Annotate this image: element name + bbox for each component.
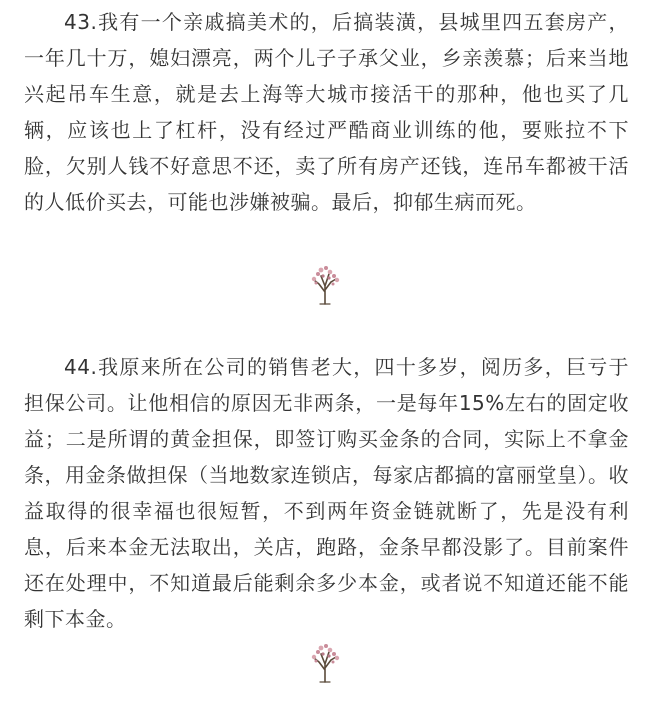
tree-ornament-icon xyxy=(303,640,347,684)
paragraph-43: 43.我有一个亲戚搞美术的，后搞装潢，县城里四五套房产，一年几十万，媳妇漂亮，两个儿子子承父业，乡亲羡慕；后来当地兴起吊车生意，就是去上海等大城市接活干的那种，他也买了几辆，应该也上了杠杆，没有经过严酷商业训练的他，要账拉不下脸，欠别人钱不好意思不还，卖了所有房产还钱，连吊车都被干活的人低价买去，可能也涉嫌被骗。最后，抑郁生病而死。 xyxy=(24,10,629,214)
tree-ornament-icon xyxy=(303,262,347,306)
paragraph-44: 44.我原来所在公司的销售老大，四十多岁，阅历多，巨亏于担保公司。让他相信的原因无非两条，一是每年15%左右的固定收益；二是所谓的黄金担保，即签订购买金条的合同，实际上不拿金条，用金条做担保（当地数家连锁店，每家店都搞的富丽堂皇）。收益取得的很幸福也很短暂，不到两年资金链就断了，先是没有利息，后来本金无法取出，关店，跑路，金条早都没影了。目前案件还在处理中，不知道最后能剩余多少本金，或者说不知道还能不能剩下本金。 xyxy=(24,355,629,631)
